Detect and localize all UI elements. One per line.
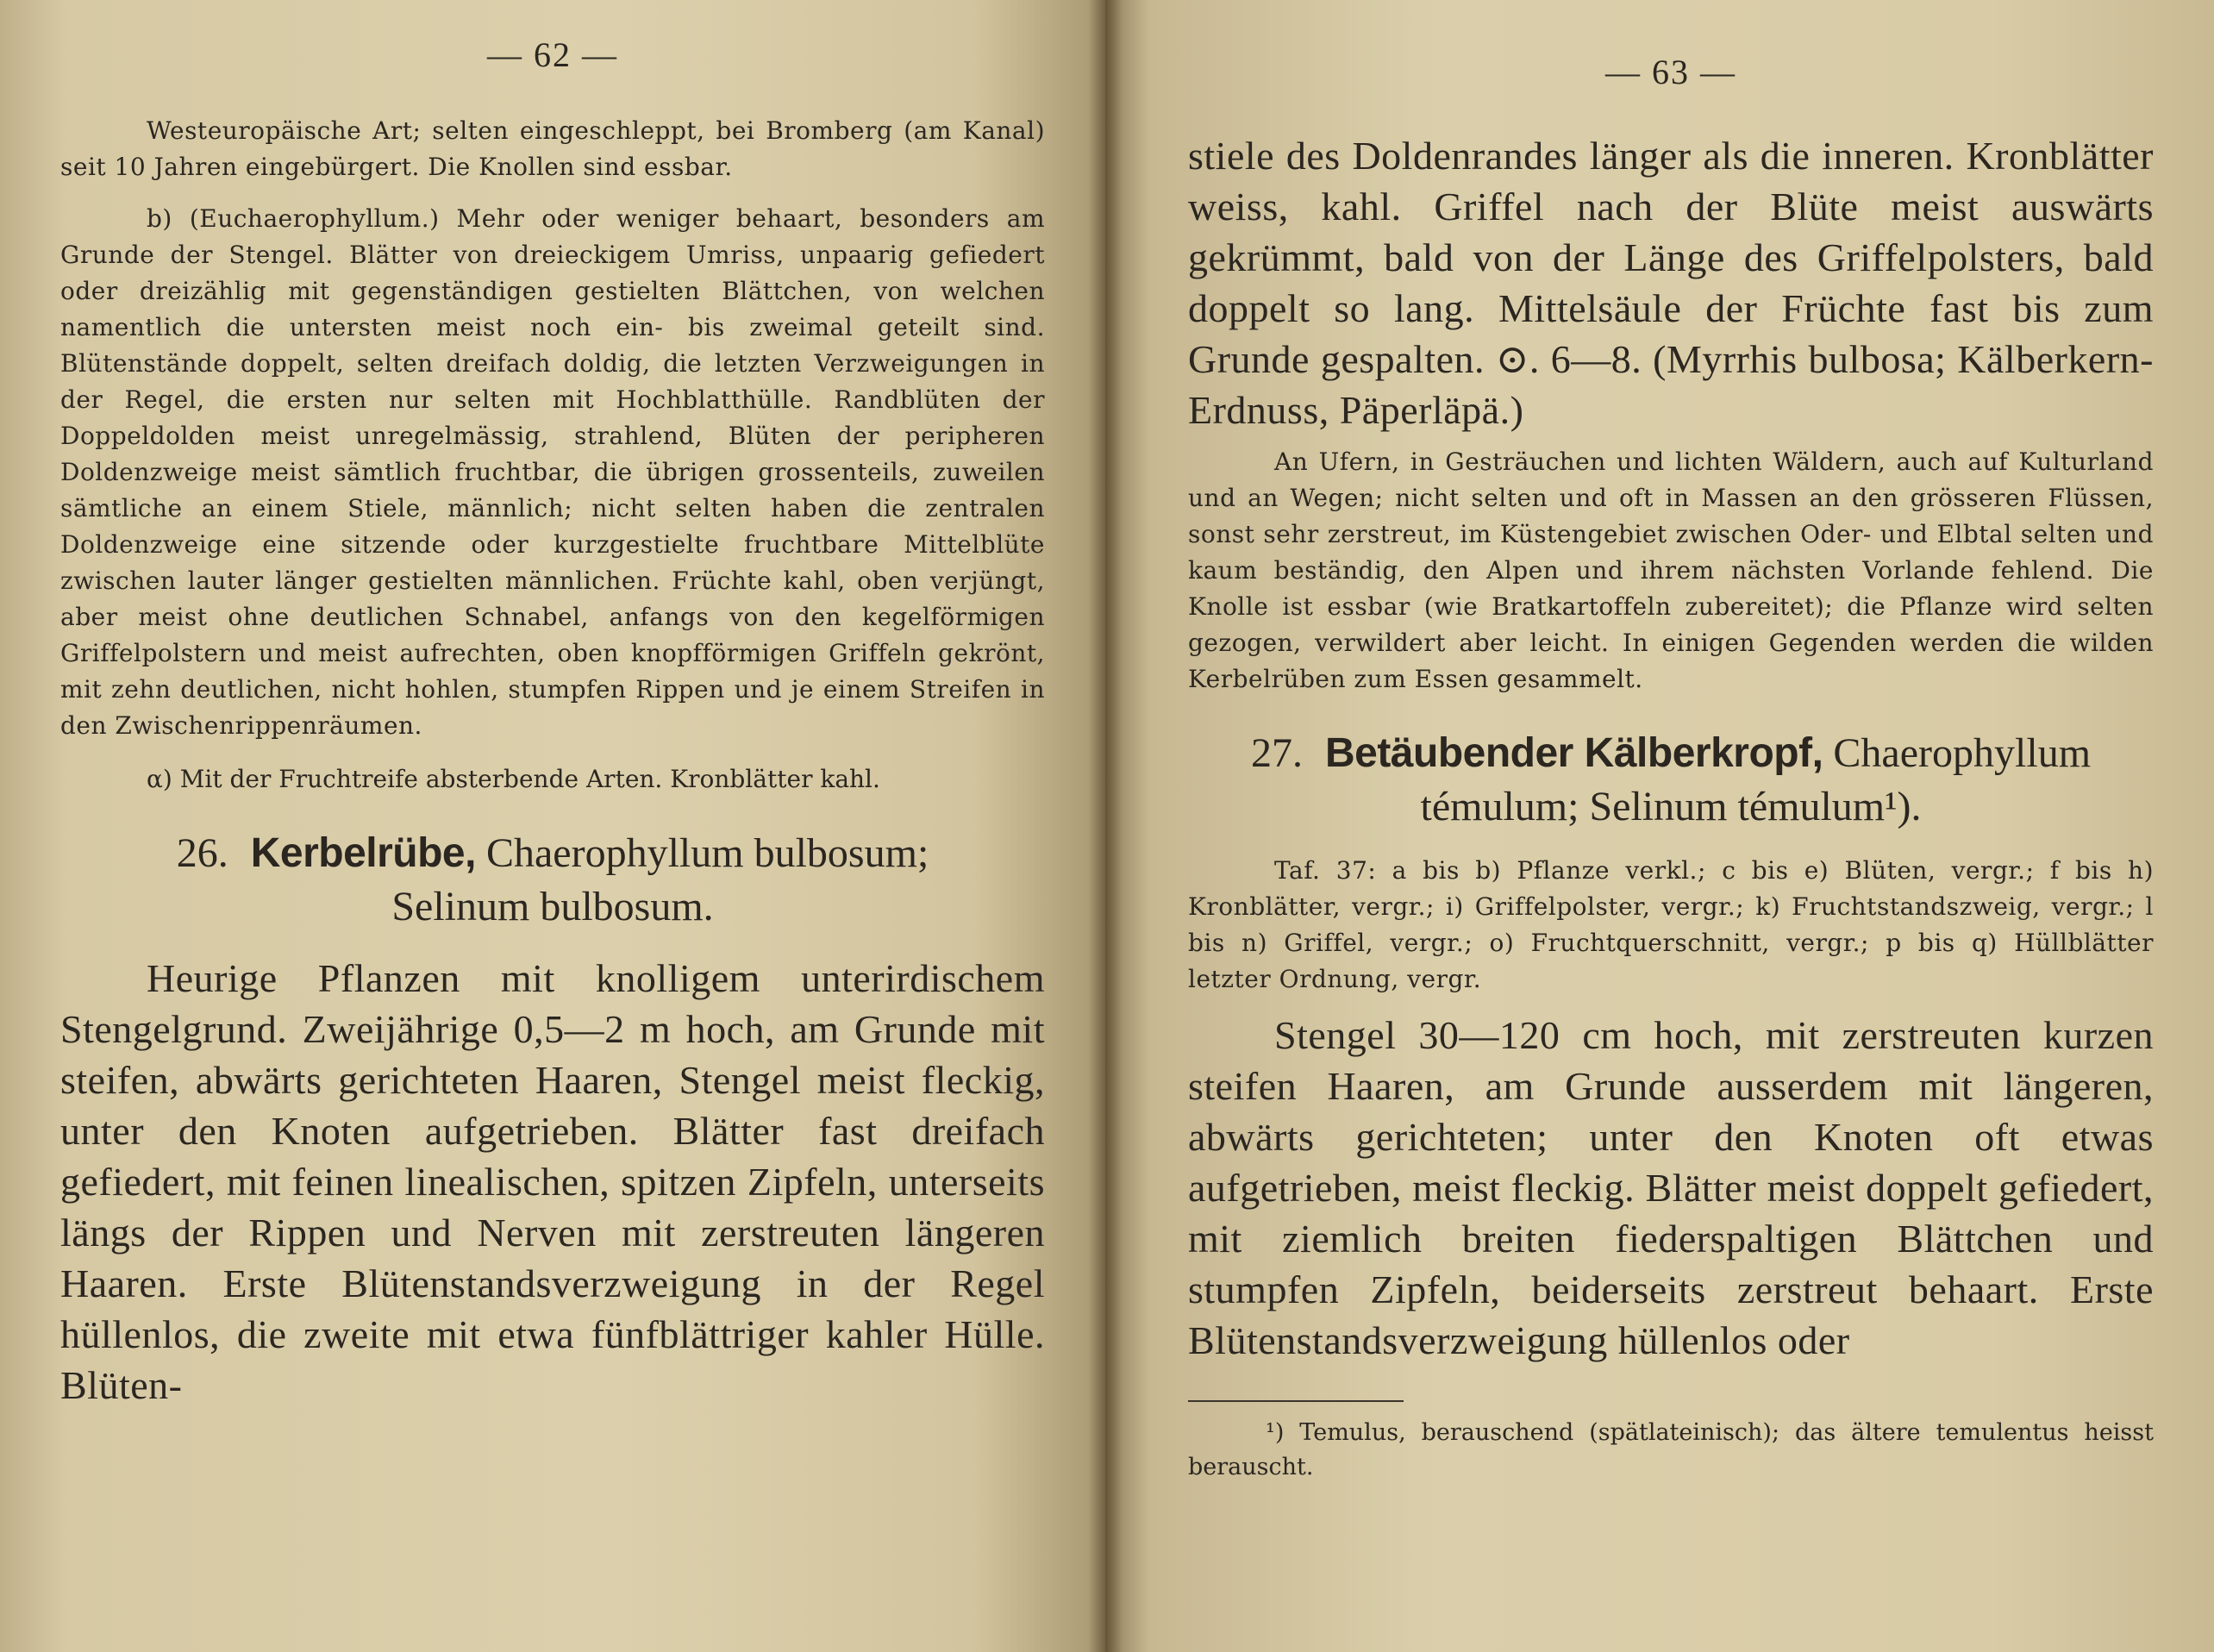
species-synonym: témulum; Selinum témulum¹).: [1420, 784, 1922, 829]
right-page: [1105, 0, 2214, 1652]
species-description: Heurige Pflanzen mit knolligem unterirdischem Stengelgrund. Zweijährige 0,5—2 m hoch, am Grunde mit steifen, abwärts gerichteten Haaren, Stengel meist fleckig, unter den Knoten aufgetrieben. Blätter fast dreifach gefiedert, mit feinen linealischen, spitzen Zipfeln, unterseits längs der Rippen und Nerven mit zerstreuten längeren Haaren. Erste Blütenstandsverzweigung in der Regel hüllenlos, die zweite mit etwa fünfblättriger kahler Hülle. Blüten-: [60, 956, 1045, 1407]
left-page: [0, 0, 1105, 1652]
page-number: — 62 —: [487, 35, 618, 74]
page-number: — 63 —: [1605, 53, 1736, 91]
species-common-name: Kerbelrübe,: [250, 830, 476, 876]
species-heading: [1188, 727, 2154, 834]
paragraph-habitat: An Ufern, in Gesträuchen und lichten Wäldern, auch auf Kulturland und an Wegen; nicht selten und oft in Massen an den grösseren Flüssen, sonst sehr zerstreut, im Küstengebiet zwischen Oder- und Elbtal selten und kaum beständig, den Alpen und ihrem nächsten Vorlande fehlend. Die Knolle ist essbar (wie Bratkartoffeln zubereitet); die Pflanze wird selten gezogen, verwildert aber leicht. In einigen Gegenden werden die wilden Kerbelrüben zum Essen gesammelt.: [1188, 447, 2154, 693]
species-description: Stengel 30—120 cm hoch, mit zerstreuten kurzen steifen Haaren, am Grunde ausserdem mit längeren, abwärts gerichteten; unter den Knoten oft etwas aufgetrieben, meist fleckig. Blätter meist doppelt gefiedert, mit ziemlich breiten fiederspaltigen Blättchen und stumpfen Zipfeln, beiderseits zerstreut behaart. Erste Blütenstandsverzweigung hüllenlos oder: [1188, 1013, 2154, 1362]
species-common-name: Betäubender Kälberkropf,: [1324, 730, 1823, 776]
book-gutter: [1088, 0, 1123, 1652]
species-number: 26.: [176, 830, 228, 876]
species-synonym: Selinum bulbosum.: [391, 884, 714, 929]
paragraph-group-description: b) (Euchaerophyllum.) Mehr oder weniger behaart, besonders am Grunde der Stengel. Blätter von dreieckigem Umriss, unpaarig gefiedert oder dreizählig mit gegenständigen gestielten Blättchen, von welchen namentlich die untersten meist noch ein- bis zweimal geteilt sind. Blütenstände doppelt, selten dreifach doldig, die letzten Verzweigungen in der Regel, die ersten nur selten mit Hochblatthülle. Randblüten der Doppeldolden meist unregelmässig, strahlend, Blüten der peripheren Doldenzweige meist sämtlich fruchtbar, die übrigen grossenteils, zuweilen sämtliche an einem Stiele, männlich; nicht selten haben die zentralen Doldenzweige eine sitzende oder kurzgestielte fruchtbare Mittelblüte zwischen lauter länger gestielten männlichen. Früchte kahl, oben verjüngt, aber meist ohne deutlichen Schnabel, anfangs von den kegelförmigen Griffelpolstern und meist aufrechten, oben knopfförmigen Griffeln gekrönt, mit zehn deutlichen, nicht hohlen, stumpfen Rippen und je einem Streifen in den Zwischenrippenräumen.: [60, 204, 1045, 740]
species-number: 27.: [1250, 730, 1303, 776]
footnote-rule: [1188, 1400, 1404, 1402]
footnote: ¹) Temulus, berauschend (spätlateinisch); das ältere temulentus heisst berauscht.: [1188, 1419, 2154, 1480]
paragraph-distribution: Westeuropäische Art; selten eingeschleppt, bei Bromberg (am Kanal) seit 10 Jahren eingebürgert. Die Knollen sind essbar.: [60, 116, 1045, 181]
plate-reference: Taf. 37: a bis b) Pflanze verkl.; c bis e) Blüten, vergr.; f bis h) Kronblätter, vergr.; i) Griffelpolster, vergr.; k) Fruchtstandszweig, vergr.; l bis n) Griffel, vergr.; o) Fruchtquerschnitt, vergr.; p bis q) Hüllblätter letzter Ordnung, vergr.: [1188, 856, 2154, 993]
species-latin-name: Chaerophyllum: [1833, 730, 2092, 776]
subsection-label: α) Mit der Fruchtreife absterbende Arten. Kronblätter kahl.: [147, 765, 880, 793]
species-description-continued: stiele des Doldenrandes länger als die inneren. Kronblätter weiss, kahl. Griffel nach der Blüte meist auswärts gekrümmt, bald von der Länge des Griffelpolsters, bald doppelt so lang. Mittelsäule der Früchte fast bis zum Grunde gespalten. ⊙. 6—8. (Myrrhis bulbosa; Kälberkern-Erdnuss, Päperläpä.): [1188, 134, 2154, 432]
species-latin-name: Chaerophyllum bulbosum;: [485, 830, 929, 876]
species-heading: [60, 827, 1045, 934]
